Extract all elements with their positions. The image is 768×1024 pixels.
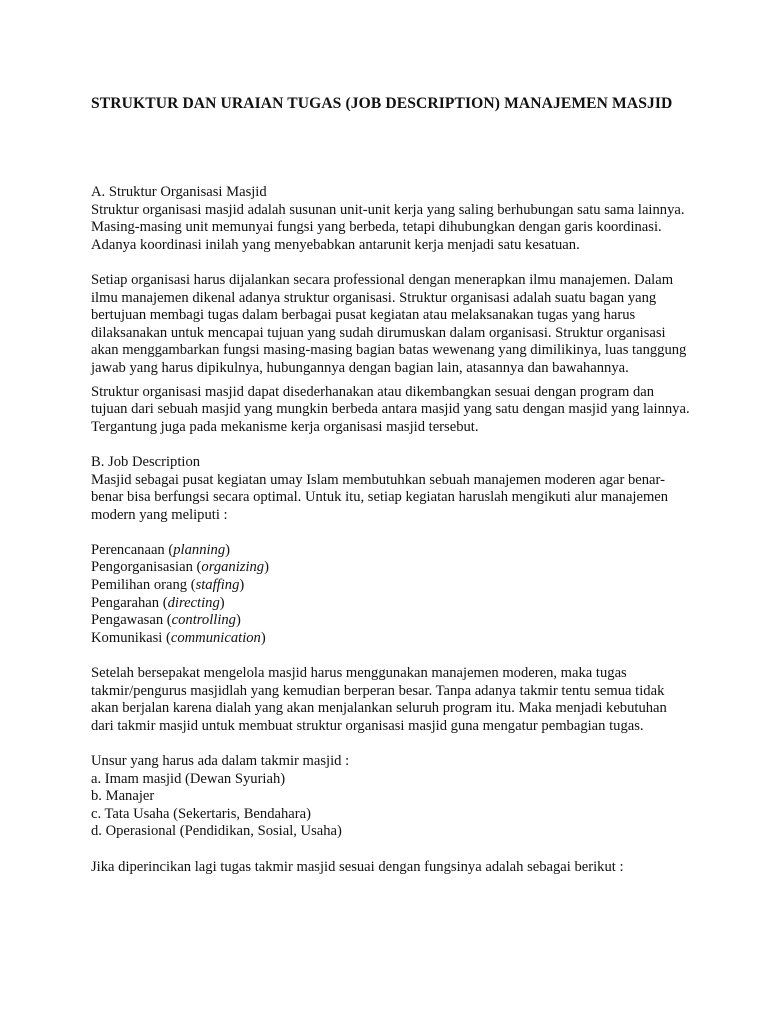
list-item: d. Operasional (Pendidikan, Sosial, Usaha): [91, 823, 342, 840]
list-item: a. Imam masjid (Dewan Syuriah): [91, 770, 286, 787]
section-b-paragraph-2: Setelah bersepakat mengelola masjid harus menggunakan manajemen moderen, maka tugas takmir/pengurus masjidlah yang kemudian berperan besar. Tanpa adanya takmir tentu semua tidak akan berjalan karena dialah yang akan menjalankan seluruh program itu. Maka menjadi kebutuhan dari takmir masjid untuk membuat struktur organisasi masjid guna mengatur pembagian tugas.: [91, 665, 667, 734]
takmir-elements-intro: Unsur yang harus ada dalam takmir masjid :: [91, 753, 350, 769]
document-body: [91, 184, 691, 876]
management-functions-list: [91, 542, 691, 648]
list-item: Pengawasan (controlling): [91, 612, 241, 629]
section-a-heading: A. Struktur Organisasi Masjid: [91, 184, 267, 200]
section-b-paragraph-3: Jika diperincikan lagi tugas takmir masjid sesuai dengan fungsinya adalah sebagai berikut :: [91, 858, 624, 875]
list-item: Pengorganisasian (organizing): [91, 559, 269, 576]
section-b-paragraph-1: Masjid sebagai pusat kegiatan umay Islam membutuhkan sebuah manajemen moderen agar benar-benar bisa berfungsi secara optimal. Untuk itu, setiap kegiatan haruslah mengikuti alur manajemen modern yang meliputi :: [91, 471, 669, 523]
list-item: Komunikasi (communication): [91, 629, 266, 646]
list-item: c. Tata Usaha (Sekertaris, Bendahara): [91, 805, 311, 822]
takmir-elements-list: [91, 771, 691, 841]
list-item: Pengarahan (directing): [91, 594, 225, 611]
list-item: b. Manajer: [91, 788, 155, 805]
section-a-paragraph-1: Struktur organisasi masjid adalah susunan unit-unit kerja yang saling berhubungan satu sama lainnya. Masing-masing unit memunyai fungsi yang berbeda, tetapi dihubungkan dengan garis koordinasi. Adanya koordinasi inilah yang menyebabkan antarunit kerja menjadi satu kesatuan.: [91, 201, 685, 253]
document-title: STRUKTUR DAN URAIAN TUGAS (JOB DESCRIPTION) MANAJEMEN MASJID: [91, 95, 673, 112]
list-item: Pemilihan orang (staffing): [91, 577, 245, 594]
list-item: Perencanaan (planning): [91, 541, 231, 558]
section-a-paragraph-2: Setiap organisasi harus dijalankan secara professional dengan menerapkan ilmu manajemen. Dalam ilmu manajemen dikenal adanya struktur organisasi. Struktur organisasi adalah suatu bagan yang bertujuan membagi tugas dalam berbagai pusat kegiatan atau melaksanakan tugas yang harus dilaksanakan untuk mencapai tujuan yang sudah dirumuskan dalam organisasi. Struktur organisasi akan menggambarkan fungsi masing-masing bagian batas wewenang yang dimilikinya, luas tanggung jawab yang harus dipikulnya, hubungannya dengan bagian lain, atasannya dan bawahannya.: [91, 271, 687, 376]
section-b-heading: B. Job Description: [91, 453, 201, 470]
section-a-paragraph-3: Struktur organisasi masjid dapat disederhanakan atau dikembangkan sesuai dengan program dan tujuan dari sebuah masjid yang mungkin berbeda antara masjid yang satu dengan masjid yang lainnya. Tergantung juga pada mekanisme kerja organisasi masjid tersebut.: [91, 383, 690, 435]
